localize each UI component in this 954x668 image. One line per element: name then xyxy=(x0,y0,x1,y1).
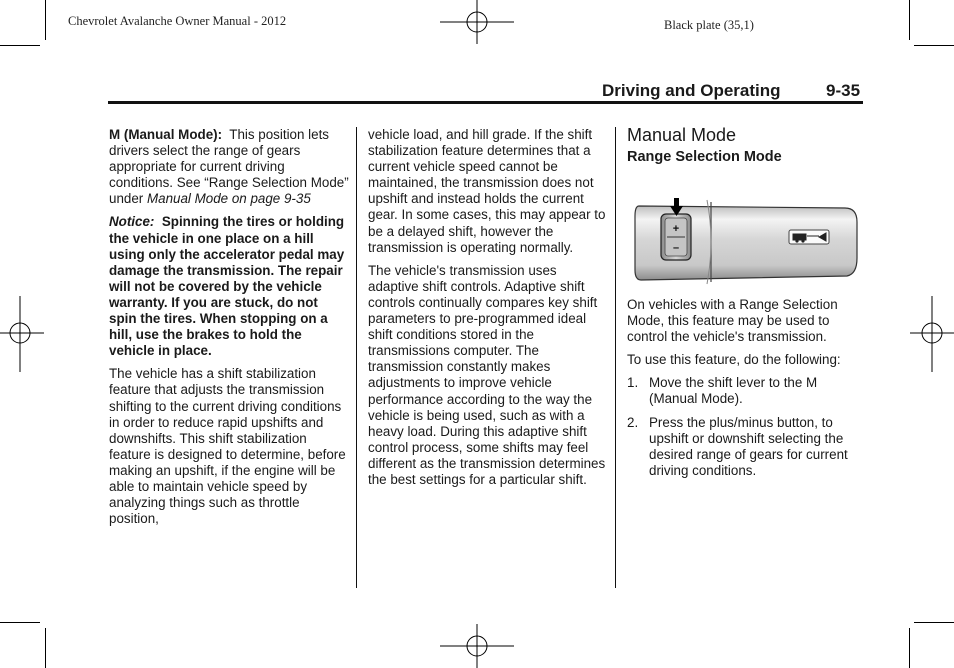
minus-label: – xyxy=(672,242,680,254)
adaptive-shift-paragraph: The vehicle's transmission uses adaptive shift controls. Adaptive shift controls continually compares key shift parameters to pre-programmed ideal shift conditions stored in the transmissions computer. The transmission constantly makes adjustments to improve vehicle performance according to the way the vehicle is being used, such as with a heavy load. During this adaptive shift control process, some shifts may feel different as the transmission determines the best settings for a particular shift. xyxy=(368,262,606,487)
range-selection-paragraph: On vehicles with a Range Selection Mode, this feature may be used to control the vehicle's transmission. xyxy=(627,297,838,345)
registration-mark-bottom xyxy=(440,624,516,668)
column-divider-2 xyxy=(615,127,616,588)
stabilization-continued-paragraph: vehicle load, and hill grade. If the shift stabilization feature determines that a current vehicle speed cannot be maintained, the transmission does not upshift and instead holds the current gear. In some cases, this may appear to be a delayed shift, however the transmission is operating normally. xyxy=(368,127,606,255)
notice-paragraph xyxy=(109,214,349,359)
step-item: 2. Press the plus/minus button, to upshift or downshift selecting the desired range of gears for current driving conditions. xyxy=(627,414,848,478)
notice-label: Notice: xyxy=(109,214,155,230)
range-selection-heading: Range Selection Mode xyxy=(627,149,782,166)
notice-text: Spinning the tires or holding the vehicle in one place on a hill using only the accelerator pedal may damage the transmission. The repair will not be covered by the vehicle warranty. If you are stuck, do not spin the tires. When stopping on a hill, use the brakes to hold the vehicle in place. xyxy=(109,214,345,359)
instructions-intro: To use this feature, do the following: xyxy=(627,352,841,368)
column-2 xyxy=(368,127,608,495)
registration-mark-left xyxy=(0,296,44,372)
manual-title: Chevrolet Avalanche Owner Manual - 2012 xyxy=(68,14,287,28)
section-title: Driving and Operating xyxy=(602,81,781,100)
manual-mode-paragraph xyxy=(109,127,349,207)
plate-label: Black plate (35,1) xyxy=(664,18,754,32)
header-rule xyxy=(108,101,863,104)
column-divider-1 xyxy=(356,127,357,588)
column-3 xyxy=(627,127,867,165)
m-label: M (Manual Mode): xyxy=(109,127,223,142)
stabilization-paragraph: The vehicle has a shift stabilization feature that adjusts the transmission shifting to the current driving conditions in order to reduce rapid upshifts and downshifts. This shift stabilization feature is designed to determine, before making an upshift, if the engine will be able to maintain vehicle speed by analyzing things such as throttle position, xyxy=(109,366,346,527)
plus-label: + xyxy=(672,223,680,235)
step-item: 1. Move the shift lever to the M (Manual Mode). xyxy=(627,375,818,407)
column-3-body xyxy=(627,297,867,486)
manual-mode-heading: Manual Mode xyxy=(627,125,737,145)
m-cross-reference[interactable]: Manual Mode on page 9-35 xyxy=(146,191,311,207)
shift-lever-illustration xyxy=(633,196,859,286)
registration-mark-top xyxy=(440,0,516,44)
steps-list xyxy=(627,375,867,479)
page-number: 9-35 xyxy=(826,81,861,100)
registration-mark-right xyxy=(910,296,954,372)
column-1 xyxy=(109,127,349,534)
m-text: This position lets drivers select the range of gears appropriate for current driving conditions. See “Range Selection Mode” under xyxy=(109,127,349,207)
